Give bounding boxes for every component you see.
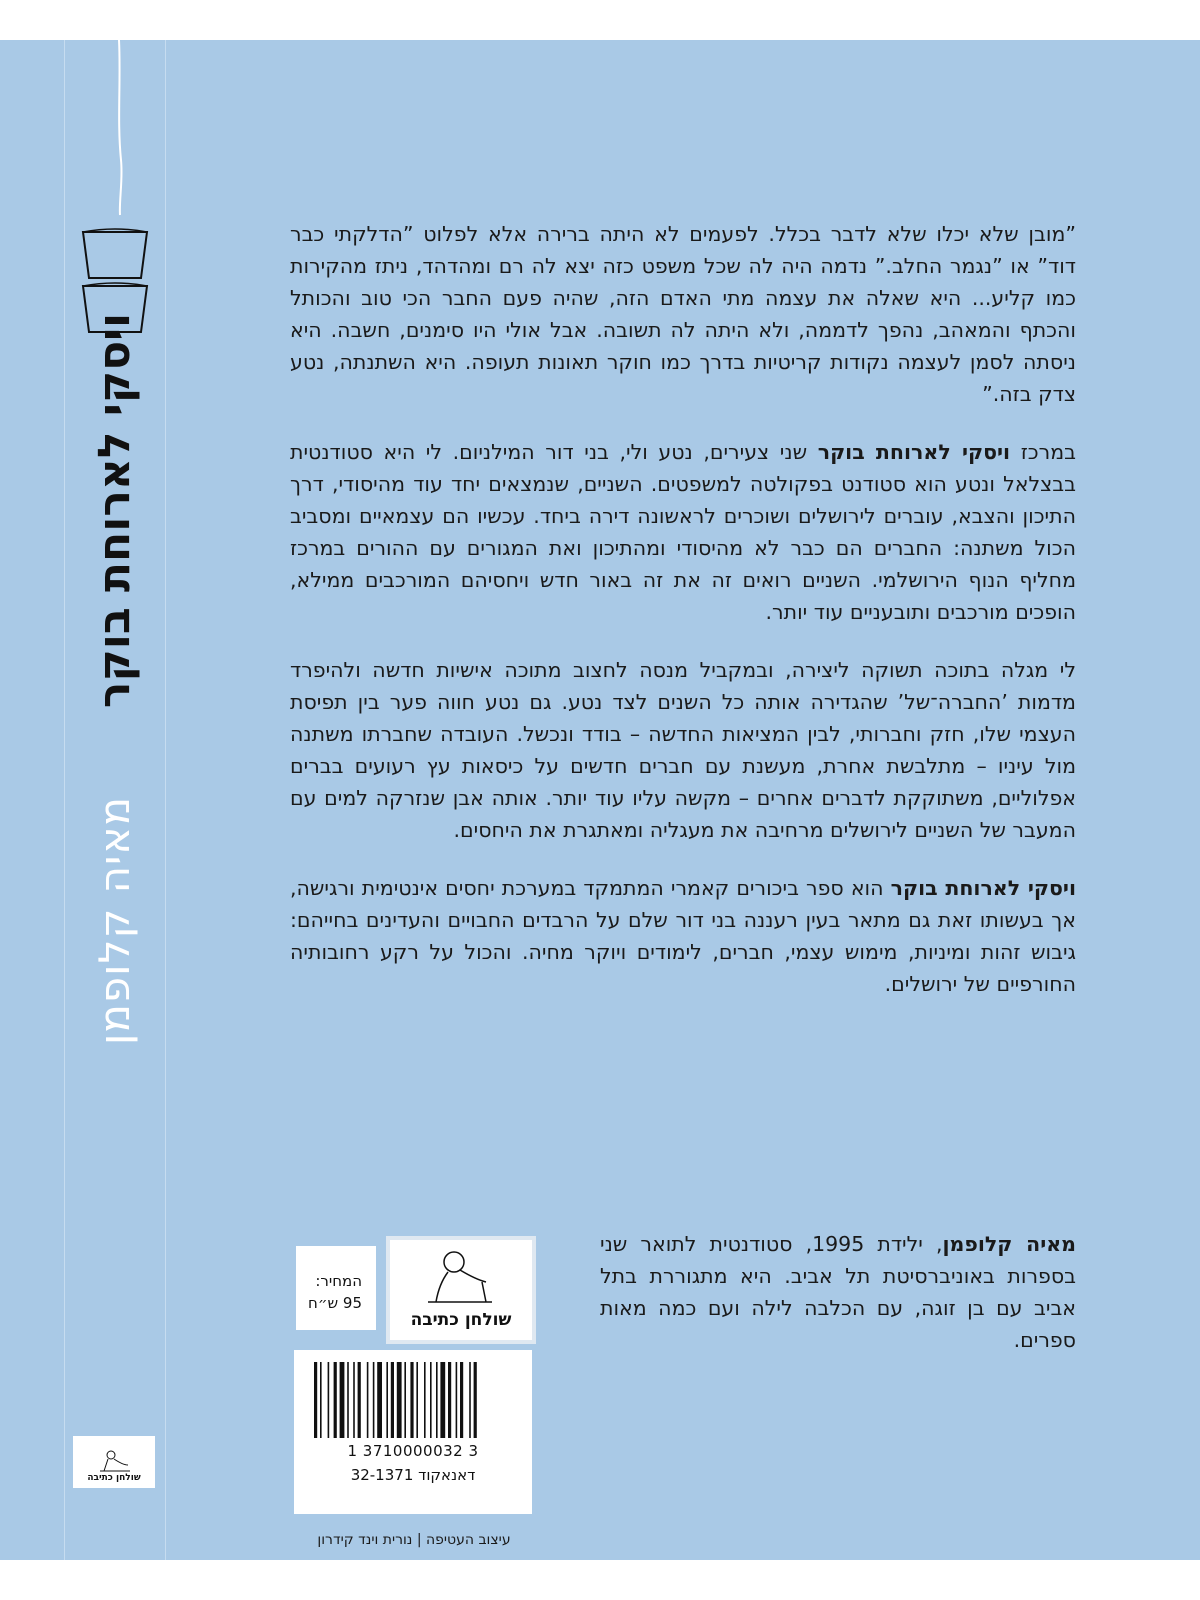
- danacode: דאנאקוד 32-1371: [350, 1466, 476, 1484]
- barcode-number: 1 3710000032 3: [347, 1442, 479, 1460]
- p2-intro: במרכז: [1020, 440, 1076, 464]
- price-label: המחיר:: [315, 1272, 362, 1290]
- book-back-cover: [0, 40, 1200, 1560]
- publisher-logo-box: [386, 1236, 536, 1344]
- blurb-paragraph-3: לי מגלה בתוכה תשוקה ליצירה, ובמקביל מנסה לחצוב מתוכה אישיות חדשה ולהיפרד מדמות ’החברה־של’ שהגדירה אותה כל השנים לצד נטע. גם נטע חווה פער בין תפיסת העצמי שלו, חזק וחברותי, לבין המציאות החדשה – בודד ונכשל. העובדה שחברתו משתנה מול עיניו – מתלבשת אחרת, מעשנת עם חברים חדשים על כיסאות עץ רעועים בברים אפלוליים, משתוקקת לדברים אחרים – מקשה עליו עוד יותר. אותה אבן שנזרקה למים עם המעבר של השניים לירושלים מרחיבה את מעגליה ומאתגרת את היחסים.: [290, 658, 1076, 842]
- barcode-icon: [294, 1358, 532, 1448]
- blurb-quote: ”מובן שלא יכלו שלא לדבר בכלל. לפעמים לא היתה ברירה אלא לפלוט ”הדלקתי כבר דוד” או ”נגמר החלב.” נדמה היה לה שכל משפט כזה יצא לה רם ומהדהד, ניתז מהקירות כמו קליע... היא שאלה את עצמה מתי האדם הזה, שהיה פעם החבר הכי טוב והכותל והכתף והמאהב, נהפך לדממה, ולא היתה לה תשובה. אבל אולי היו סימנים, חשבה. היא ניסתה לסמן לעצמה נקודות קריטיות בדרך כמו חוקר תאונות תעופה. היא השתנתה, נטע צדק בזה.”: [290, 222, 1076, 406]
- spine-author-text: מאיה קלופמן: [90, 795, 140, 1045]
- blurb-paragraph-2: [290, 436, 1076, 628]
- spine-logo-label: שולחן כתיבה: [87, 1473, 141, 1483]
- spine-author: [89, 780, 141, 1060]
- blurb-paragraph-4: [290, 872, 1076, 1000]
- author-name: מאיה קלופמן: [942, 1232, 1076, 1256]
- book-title-inline: ויסקי לארוחת בוקר: [817, 440, 1011, 464]
- barcode-box: [290, 1346, 536, 1518]
- p4-rest: הוא ספר ביכורים קאמרי המתמקד במערכת יחסים אינטימית ורגישה, אך בעשותו זאת גם מתאר בעין רעננה בני דור שלם על הרבדים החבויים והעדינים בחייהם: גיבוש זהות ומיניות, מימוש עצמי, חברים, לימודים ויוקר מחיה. והכול על רקע רחובותיה החורפיים של ירושלים.: [290, 876, 1076, 996]
- price-value: 95 ש״ח: [308, 1294, 362, 1312]
- writer-at-desk-icon: [386, 1246, 536, 1306]
- cover-design-credit: עיצוב העטיפה | נורית וינד קידרון: [317, 1532, 511, 1548]
- p2-rest: שני צעירים, נטע ולי, בני דור המילניום. לי היא סטודנטית בבצלאל ונטע הוא סטודנט בפקולטה למשפטים. השניים, שנמצאים יחד עוד מהיסודי, דרך התיכון והצבא, עוברים לירושלים ושוכרים לראשונה דירה ביחד. עכשיו הם עצמאיים ומסביב הכול משתנה: החברים הם כבר לא מהיסודי ומהתיכון ואת המגורים עם ההורים במרכז מחליף הנוף הירושלמי. השניים רואים זה את זה באור חדש ויחסיהם המורכבים ממילא, הופכים מורכבים ותובעניים עוד יותר.: [290, 440, 1076, 624]
- author-bio-text: , ילידת 1995, סטודנטית לתואר שני בספרות באוניברסיטת תל אביב. היא מתגוררת בתל אביב עם בן זוגה, עם הכלבה לילה ועם כמה מאות ספרים.: [600, 1232, 1076, 1352]
- spine-title: [89, 240, 141, 780]
- writer-at-desk-icon: [94, 1449, 134, 1473]
- book-spine: [64, 40, 166, 1560]
- spine-title-text: ויסקי לארוחת בוקר: [89, 312, 141, 708]
- price-box: [290, 1240, 382, 1336]
- book-title-inline-2: ויסקי לארוחת בוקר: [890, 876, 1076, 900]
- spine-publisher-logo: [73, 1436, 155, 1488]
- author-bio: [600, 1228, 1076, 1356]
- back-cover-text: [290, 218, 1076, 1026]
- publisher-name: שולחן כתיבה: [410, 1310, 512, 1330]
